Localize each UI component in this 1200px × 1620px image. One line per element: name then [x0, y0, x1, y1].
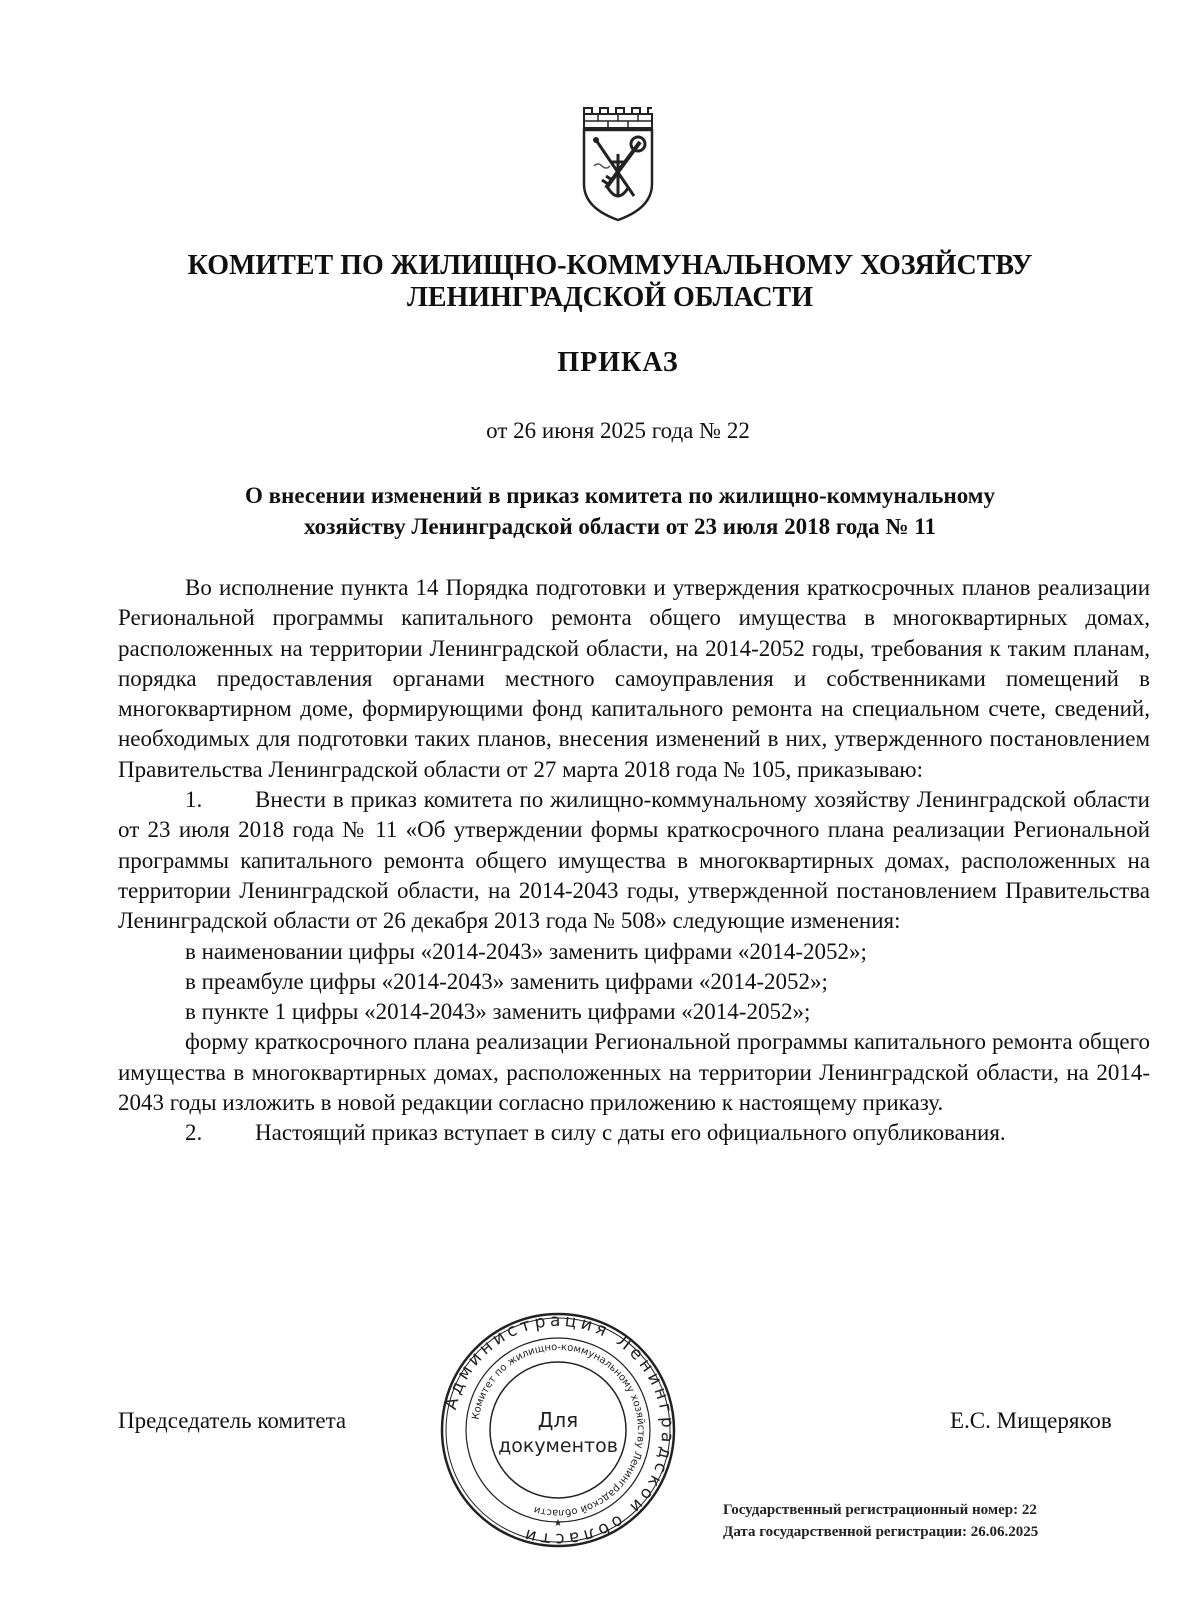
item-1-text: Внести в приказ комитета по жилищно-коммунальному хозяйству Ленинградской области от 23 июля 2018 года № 11 «Об утверждении формы краткосрочного плана реализации Региональной программы капитального ремонта общего имущества в многоквартирных домах, расположенных на территории Ленинградской области, на 2014-2043 годы, утвержденной постановлением Правительства Ленинградской области от 26 декабря 2013 года № 508» следующие изменения: [118, 787, 1150, 934]
item-1-number: 1. [185, 787, 203, 813]
document-subject-line-1: О внесении изменений в приказ комитета по жилищно-коммунальному [245, 483, 995, 508]
coat-of-arms-icon [578, 104, 658, 224]
stamp-star-icon: ★ [553, 1518, 563, 1529]
change-4-paragraph: форму краткосрочного плана реализации Региональной программы капитального ремонта общего имущества в многоквартирных домах, расположенных на территории Ленинградской области, на 2014-2043 годы изложить в новой редакции согласно приложению к настоящему приказу. [118, 1029, 1150, 1116]
stamp-center-line-1: Для [537, 1408, 579, 1432]
organization-title-line-1: КОМИТЕТ ПО ЖИЛИЩНО-КОММУНАЛЬНОМУ ХОЗЯЙСТВУ [187, 250, 1033, 281]
change-2-paragraph: в преамбуле цифры «2014-2043» заменить цифрами «2014-2052»; [185, 968, 828, 994]
document-date: от 26 июня 2025 года № 22 [486, 418, 750, 443]
stamp-center-line-2: документов [498, 1435, 618, 1457]
document-body [118, 573, 1150, 1149]
registration-date: Дата государственной регистрации: 26.06.2025 [723, 1524, 1039, 1540]
signer-name: Е.С. Мищеряков [950, 1408, 1112, 1433]
preamble-paragraph: Во исполнение пункта 14 Порядка подготовки и утверждения краткосрочных планов реализации Региональной программы капитального ремонта общего имущества в многоквартирных домах, расположенных на территории Ленинградской области, на 2014-2052 годы, требования к таким планам, порядка предоставления органами местного самоуправления и собственниками помещений в многоквартирном доме, формирующими фонд капитального ремонта на специальном счете, сведений, необходимых для подготовки таких планов, внесения изменений в них, утвержденного постановлением Правительства Ленинградской области от 27 марта 2018 года № 105, приказываю: [118, 575, 1150, 782]
organization-title-line-2: ЛЕНИНГРАДСКОЙ ОБЛАСТИ [406, 282, 814, 313]
stamp-outer-text-span: Администрация Ленинградской области [441, 1310, 678, 1550]
document-type: ПРИКАЗ [557, 347, 679, 378]
change-1-paragraph: в наименовании цифры «2014-2043» заменить цифрами «2014-2052»; [185, 938, 867, 964]
registration-number: Государственный регистрационный номер: 22 [723, 1502, 1037, 1518]
document-subject-line-2: хозяйству Ленинградской области от 23 июля 2018 года № 11 [303, 514, 937, 539]
item-2-number: 2. [185, 1120, 203, 1146]
registration-info [723, 1499, 1038, 1543]
item-1-paragraph [118, 785, 1150, 936]
item-2-text: Настоящий приказ вступает в силу с даты его официального опубликования. [255, 1120, 1006, 1146]
organization-title [130, 250, 1090, 314]
stamp-inner-text-span: Комитет по жилищно-коммунальному хозяйству Ленинградской области [470, 1341, 647, 1519]
signer-role: Председатель комитета [118, 1408, 347, 1433]
item-2-paragraph [118, 1118, 1150, 1148]
official-stamp [438, 1310, 678, 1550]
document-subject [140, 480, 1100, 542]
change-3-paragraph: в пункте 1 цифры «2014-2043» заменить цифрами «2014-2052»; [185, 999, 811, 1025]
